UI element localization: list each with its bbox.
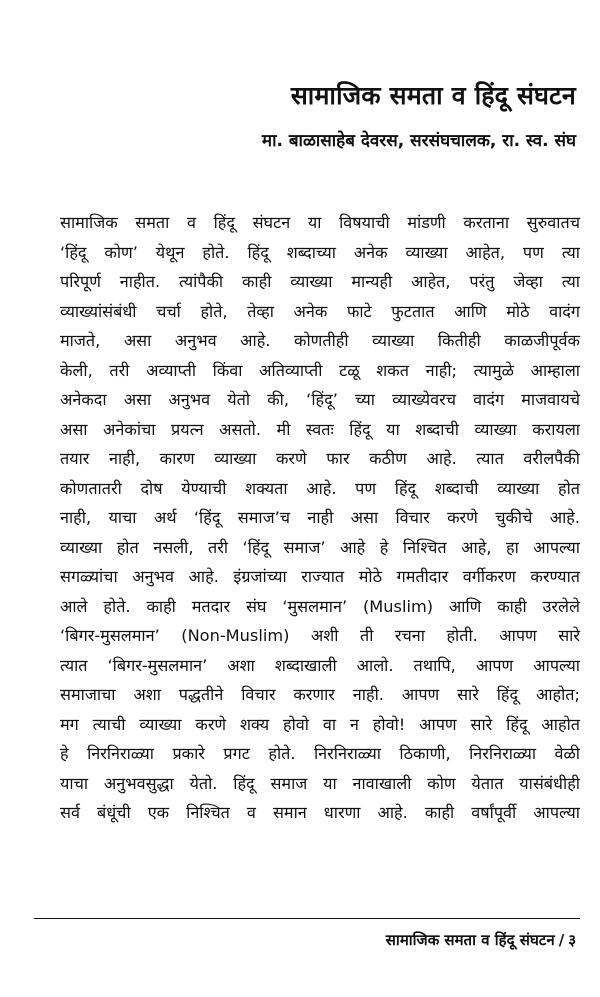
page-number: ३ bbox=[568, 931, 576, 949]
paragraph-line: सगळ्यांचा अनुभव आहे. इंग्रजांच्या राज्यात मोठे गमतीदार वर्गीकरण करण्यात bbox=[60, 567, 580, 586]
paragraph-line: कोणतातरी दोष येण्याची शक्यता आहे. पण हिंदू शब्दाची व्याख्या होत bbox=[60, 478, 580, 498]
paragraph-line: मग त्याची व्याख्या करणे शक्य होवो वा न होवो! आपण सारे हिंदू आहोत bbox=[60, 714, 580, 734]
paragraph-line: समाजाचा अशा पद्धतीने विचार करणार नाही. आपण सारे हिंदू आहोत; bbox=[60, 685, 580, 704]
footer-divider bbox=[34, 918, 580, 919]
paragraph-line: ‘हिंदू कोण’ येथून होते. हिंदू शब्दाच्या अनेक व्याख्या आहेत, पण त्या bbox=[60, 242, 580, 262]
paragraph-line: असा अनेकांचा प्रयत्न असतो. मी स्वतः हिंदू या शब्दाची व्याख्या करायला bbox=[60, 419, 580, 439]
paragraph-line: माजते, असा अनुभव आहे. कोणतीही व्याख्या कितीही काळजीपूर्वक bbox=[60, 331, 580, 350]
paragraph-line: ‘बिगर-मुसलमान’ (Non-Muslim) अशी ती रचना होती. आपण सारे bbox=[60, 626, 580, 645]
author-byline: मा. बाळासाहेब देवरस, सरसंघचालक, रा. स्व. संघ bbox=[261, 131, 576, 151]
paragraph-line: परिपूर्ण नाहीत. त्यांपैकी काही व्याख्या मान्यही आहेत, परंतु जेव्हा त्या bbox=[60, 272, 580, 291]
footer-separator: / bbox=[558, 931, 565, 949]
running-footer bbox=[386, 930, 576, 950]
paragraph-line: याचा अनुभवसुद्धा येतो. हिंदू समाज या नावाखाली कोण येतात यासंबंधीही bbox=[60, 773, 580, 793]
paragraph-line: तयार नाही, कारण व्याख्या करणे फार कठीण आहे. त्यात वरीलपैकी bbox=[60, 449, 580, 468]
paragraph-line: नाही, याचा अर्थ ‘हिंदू समाज’च नाही असा विचार करणे चुकीचे आहे. bbox=[60, 508, 580, 527]
paragraph-line: आले होते. काही मतदार संघ ‘मुसलमान’ (Muslim) आणि काही उरलेले bbox=[60, 596, 580, 616]
paragraph-line: केली, तरी अव्याप्ती किंवा अतिव्याप्ती टळू शकत नाही; त्यामुळे आम्हाला bbox=[60, 360, 580, 380]
body-paragraph bbox=[60, 208, 580, 828]
footer-running-title: सामाजिक समता व हिंदू संघटन bbox=[385, 931, 555, 949]
paragraph-line: हे निरनिराळ्या प्रकारे प्रगट होते. निरनिराळ्या ठिकाणी, निरनिराळ्या वेळी bbox=[60, 744, 580, 763]
paragraph-line: सामाजिक समता व हिंदू संघटन या विषयाची मांडणी करताना सुरुवातच bbox=[60, 213, 580, 232]
paragraph-line: त्यात ‘बिगर-मुसलमान’ अशा शब्दाखाली आलो. तथापि, आपण आपल्या bbox=[60, 655, 580, 675]
chapter-title: सामाजिक समता व हिंदू संघटन bbox=[290, 81, 576, 110]
paragraph-line: अनेकदा असा अनुभव येतो की, ‘हिंदू’ च्या व्याख्येवरच वादंग माजवायचे bbox=[60, 390, 580, 409]
paragraph-line: सर्व बंधूंची एक निश्चित व समान धारणा आहे. काही वर्षांपूर्वी आपल्या bbox=[60, 803, 580, 822]
paragraph-line: व्याख्यांसंबंधी चर्चा होते, तेव्हा अनेक फाटे फुटतात आणि मोठे वादंग bbox=[60, 301, 580, 321]
paragraph-line: व्याख्या होत नसली, तरी ‘हिंदू समाज’ आहे हे निश्चित आहे, हा आपल्या bbox=[60, 537, 580, 557]
